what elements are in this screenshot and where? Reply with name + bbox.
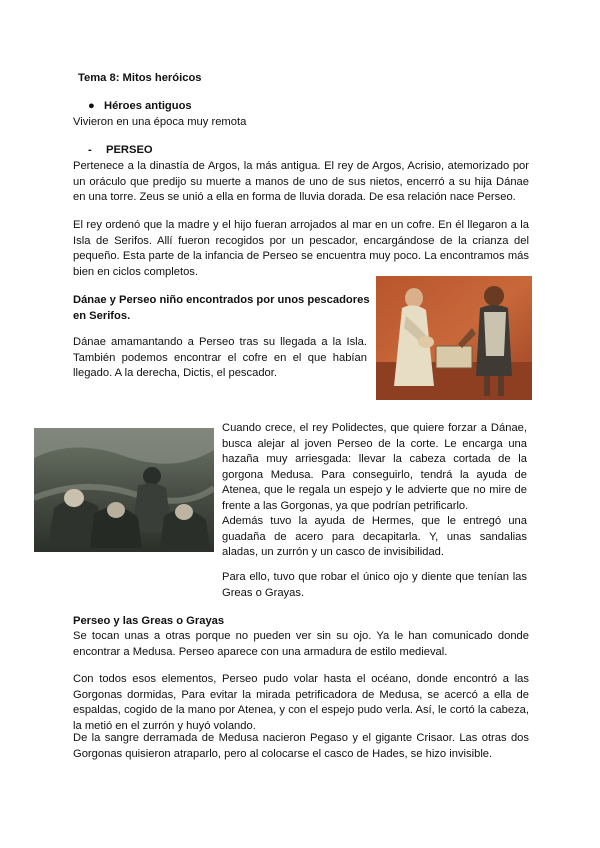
danae-heading: Dánae y Perseo niño encontrados por unos pescadores en Serifos.	[73, 294, 370, 322]
perseo-paragraph-1: Pertenece a la dinastía de Argos, la más antigua. El rey de Argos, Acrisio, atemorizado por un oráculo que predijo su muerte a manos de uno de sus nietos, encerró a su hija Dánae en una torre. Zeus se unió a ella en forma de lluvia dorada. De esa relación nace Perseo.	[73, 160, 529, 204]
section-heading	[88, 100, 192, 112]
perseo-heading	[88, 144, 153, 156]
danae-caption: Dánae amamantando a Perseo tras su llegada a la Isla. También podemos encontrar el cofre en el que habían llegado. A la derecha, Dictis, el pescador.	[73, 336, 367, 380]
medusa-paragraph-1: Cuando crece, el rey Polidectes, que quiere forzar a Dánae, busca alejar al joven Perseo de la corte. Le encarga una hazaña muy arriesgada: llevar la cabeza cortada de la gorgona Medusa. Para conseguirlo, tendrá la ayuda de Atenea, que le regala un espejo y le advierte que no mire de frente a las Gorgonas, ya que podrían petrificarlo.	[222, 422, 527, 512]
greas-painting-image	[34, 428, 214, 552]
greas-heading: Perseo y las Greas o Grayas	[73, 615, 225, 627]
greas-paragraph-1: Se tocan unas a otras porque no pueden ver sin su ojo. Ya le han comunicado donde encontrar a Medusa. Perseo aparece con una armadura de estilo medieval.	[73, 630, 529, 658]
perseo-paragraph-2: El rey ordenó que la madre y el hijo fueran arrojados al mar en un cofre. En él llegaron a la Isla de Serifos. Allí fueron recogidos por un pescador, encargándose de la crianza del pequeño. Esta parte de la infancia de Perseo se encuentra muy poco. La encontramos más bien en ciclos completos.	[73, 219, 529, 278]
section-heading-label: Héroes antiguos	[104, 100, 192, 112]
perseo-heading-label: PERSEO	[106, 144, 153, 156]
medusa-paragraph-2: Además tuvo la ayuda de Hermes, que le entregó una guadaña de acero para decapitarla. Y, unas sandalias aladas, un zurrón y un casco de invisibilidad.	[222, 515, 527, 559]
bullet-icon: ●	[88, 100, 95, 112]
greas-paragraph-2: Con todos esos elementos, Perseo pudo volar hasta el océano, donde encontró a las Gorgonas dormidas, Para evitar la mirada petrificadora de Medusa, se acercó a ella de espaldas, cogido de la mano por Atenea, y con el espejo pudo verla. Así, le cortó la cabeza, la metió en el zurrón y huyó volando.	[73, 673, 529, 732]
greas-paragraph-3: De la sangre derramada de Medusa nacieron Pegaso y el gigante Crisaor. Las otras dos Gorgonas quisieron atraparlo, pero al colocarse el casco de Hades, se hizo invisible.	[73, 732, 529, 760]
section-intro: Vivieron en una época muy remota	[73, 116, 247, 128]
dash-icon: -	[88, 144, 92, 156]
medusa-paragraph-3: Para ello, tuvo que robar el único ojo y diente que tenían las Greas o Grayas.	[222, 571, 527, 599]
page-title: Tema 8: Mitos heróicos	[78, 72, 202, 84]
danae-fresco-image	[376, 276, 532, 400]
